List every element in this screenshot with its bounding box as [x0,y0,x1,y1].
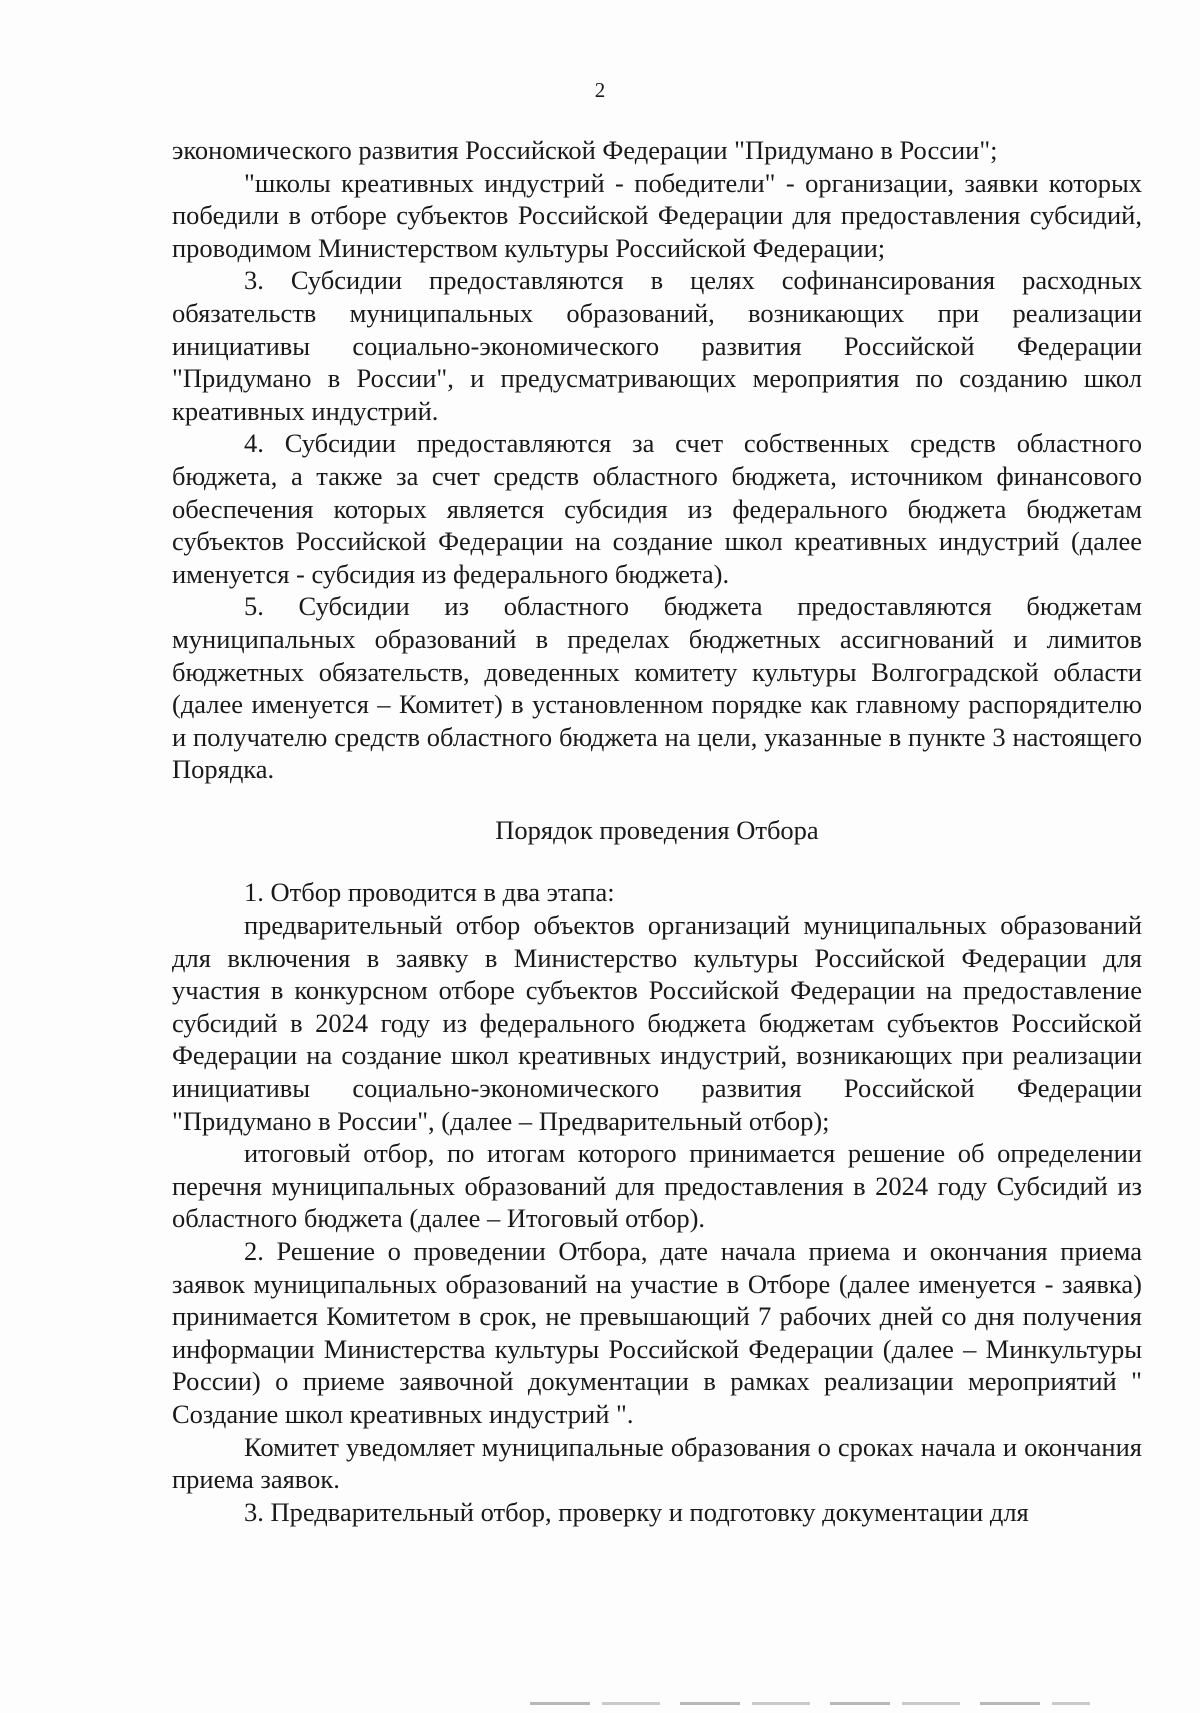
paragraph: итоговый отбор, по итогам которого принимается решение об определении перечня муниципальных образований для предоставления в 2024 году Субсидий из областного бюджета (далее – Итоговый отбор). [172,1138,1142,1234]
paragraph: экономического развития Российской Федерации "Придумано в России"; [172,135,998,165]
paragraph: предварительный отбор объектов организаций муниципальных образований для включения в заявку в Министерство культуры Российской Федерации для участия в конкурсном отборе субъектов Российской Федерации на предоставление субсидий в 2024 году из федерального бюджета бюджетам субъектов Российской Федерации на создание школ креативных индустрий, возникающих при реализации инициативы социально-экономического развития Российской Федерации "Придумано в России", (далее – Предварительный отбор); [172,910,1142,1136]
paragraph: 3. Предварительный отбор, проверку и подготовку документации для [244,1496,1029,1527]
paragraph: 5. Субсидии из областного бюджета предоставляются бюджетам муниципальных образований в пределах бюджетных ассигнований и лимитов бюджетных обязательств, доведенных комитету культуры Волгоградской области (далее именуется – Комитет) в установленном порядке как главному распорядителю и получателю средств областного бюджета на цели, указанные в пункте 3 настоящего Порядка. [172,591,1142,785]
paragraph: 2. Решение о проведении Отбора, дате начала приема и окончания приема заявок муниципальных образований на участие в Отборе (далее именуется - заявка) принимается Комитетом в срок, не превышающий 7 рабочих дней со дня получения информации Министерства культуры Российской Федерации (далее – Минкультуры России) о приеме заявочной документации в рамках реализации мероприятий " Создание школ креативных индустрий ". [172,1236,1142,1429]
section-heading: Порядок проведения Отбора [495,814,819,845]
paragraph: "школы креативных индустрий - победители" - организации, заявки которых победили в отборе субъектов Российской Федерации для предоставления субсидий, проводимом Министерством культуры Российской Федерации; [172,167,1142,263]
paragraph: 4. Субсидии предоставляются за счет собственных средств областного бюджета, а также за счет средств областного бюджета, источником финансового обеспечения которых является субсидия из федерального бюджета бюджетам субъектов Российской Федерации на создание школ креативных индустрий (далее именуется - субсидия из федерального бюджета). [172,428,1142,589]
scan-edge-artifact [530,1702,1090,1705]
document-body [172,134,1142,1528]
page-number: 2 [594,78,606,102]
paragraph: Комитет уведомляет муниципальные образования о сроках начала и окончания приема заявок. [172,1431,1142,1495]
paragraph: 1. Отбор проводится в два этапа: [244,877,615,908]
paragraph: 3. Субсидии предоставляются в целях софинансирования расходных обязательств муниципальных образований, возникающих при реализации инициативы социально-экономического развития Российской Федерации "Придумано в России", и предусматривающих мероприятия по созданию школ креативных индустрий. [172,265,1142,426]
